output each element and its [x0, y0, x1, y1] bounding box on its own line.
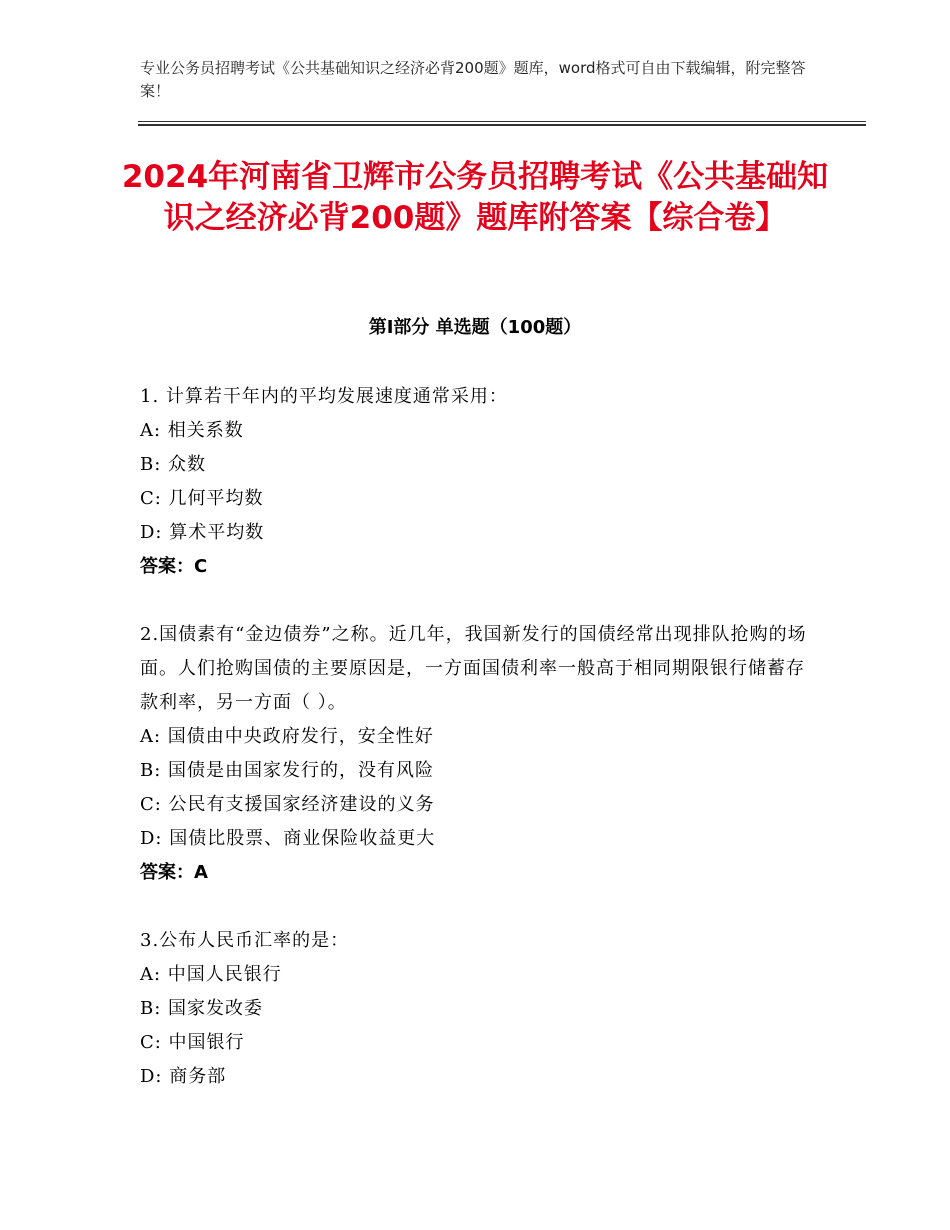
document-title: 2024年河南省卫辉市公务员招聘考试《公共基础知识之经济必背200题》题库附答案【综合卷】 [121, 159, 829, 236]
answer: 答案：A [140, 862, 208, 883]
header-divider-thin [138, 121, 866, 122]
header-note: 专业公务员招聘考试《公共基础知识之经济必背200题》题库，word格式可自由下载编辑，附完整答案！ [140, 59, 806, 100]
option-a: A: 国债由中央政府发行，安全性好 [140, 726, 434, 747]
section-title: 第Ⅰ部分 单选题（100题） [368, 317, 582, 338]
option-c: C: 中国银行 [140, 1032, 245, 1053]
question-3 [140, 924, 820, 1094]
question-2 [140, 618, 820, 890]
option-d: D: 商务部 [140, 1066, 227, 1087]
question-1 [140, 380, 820, 584]
header-divider-thick [138, 124, 866, 126]
question-list [140, 380, 820, 1128]
option-b: B: 众数 [140, 454, 207, 475]
question-stem: 1. 计算若干年内的平均发展速度通常采用： [140, 386, 508, 407]
option-b: B: 国债是由国家发行的，没有风险 [140, 760, 435, 781]
option-b: B: 国家发改委 [140, 998, 264, 1019]
option-d: D: 算术平均数 [140, 522, 265, 543]
option-d: D: 国债比股票、商业保险收益更大 [140, 828, 436, 849]
option-a: A: 相关系数 [140, 420, 244, 441]
question-stem: 3.公布人民币汇率的是： [140, 930, 350, 951]
option-c: C: 几何平均数 [140, 488, 264, 509]
answer: 答案：C [140, 556, 208, 577]
option-c: C: 公民有支援国家经济建设的义务 [140, 794, 435, 815]
question-stem: 2.国债素有“金边债券”之称。近几年，我国新发行的国债经常出现排队抢购的场面。人们抢购国债的主要原因是，一方面国债利率一般高于相同期限银行储蓄存款利率，另一方面（ ）。 [140, 624, 807, 713]
option-a: A: 中国人民银行 [140, 964, 282, 985]
